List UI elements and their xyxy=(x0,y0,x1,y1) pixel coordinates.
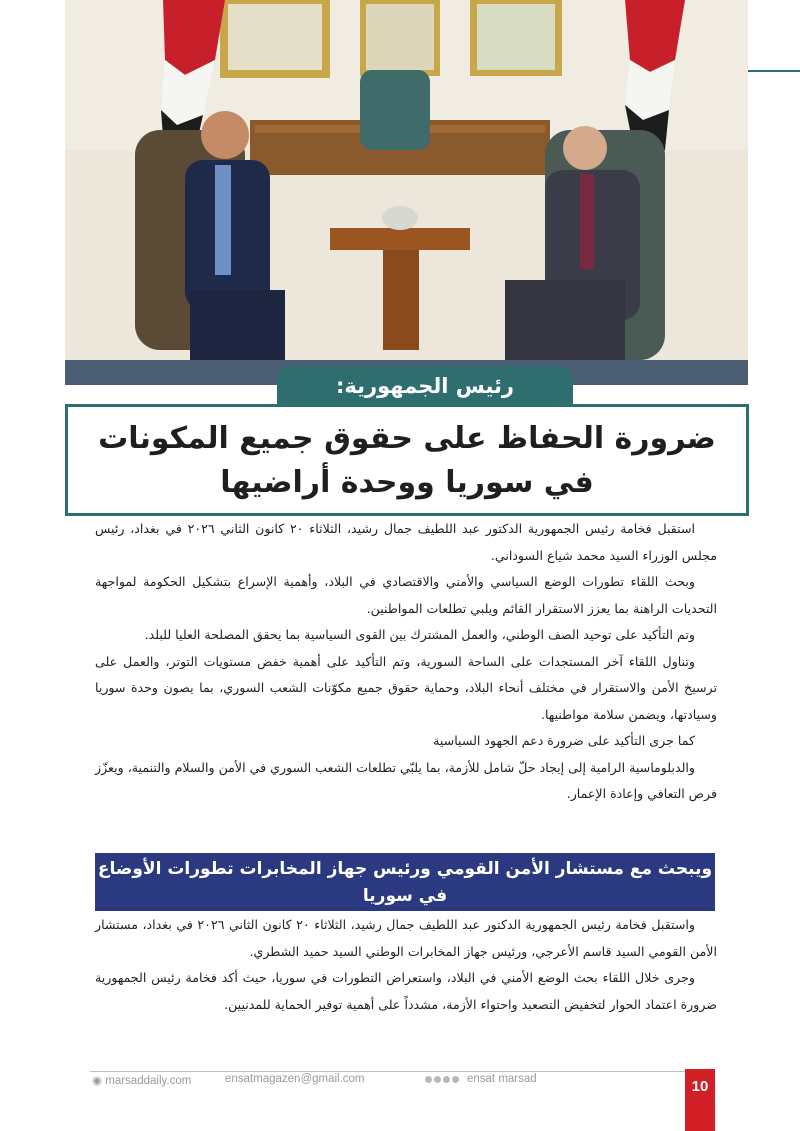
top-decorative-rule xyxy=(748,70,800,72)
article-1-paragraph-6: والدبلوماسية الرامية إلى إيجاد حلّ شامل للأزمة، بما يلبّي تطلعات الشعب السوري في الأمن والسلام والتنمية، ويعزّز فرص التعافي وإعادة الإعمار. xyxy=(95,759,717,801)
footer-social-handle: ensat marsad xyxy=(467,1073,537,1085)
meeting-photo-illustration xyxy=(65,0,748,385)
footer-divider xyxy=(90,1071,685,1072)
article-1-paragraph-1: استقبل فخامة رئيس الجمهورية الدكتور عبد اللطيف جمال رشيد، الثلاثاء ٢٠ كانون الثاني ٢٠٢٦ في بغداد، رئيس مجلس الوزراء السيد محمد شياع السوداني. xyxy=(95,521,717,563)
page-number: 10 xyxy=(685,1069,715,1131)
instagram-icon[interactable] xyxy=(443,1076,450,1083)
article-1-paragraph-4: وتناول اللقاء آخر المستجدات على الساحة السورية، وتم التأكيد على أهمية خفض مستويات التوتر، والعمل على ترسيخ الأمن والاستقرار في مختلف أنحاء البلاد، وحماية حقوق جميع مكوّنات الشعب السوري، بما يصون وحدة سوريا وسيادتها، ويضمن سلامة مواطنيها. xyxy=(95,653,717,722)
section-heading xyxy=(95,853,715,911)
section-heading-line-2: في سوريا xyxy=(362,886,448,906)
article-2-paragraph-2: وجرى خلال اللقاء بحث الوضع الأمني في البلاد، واستعراض التطورات في سوريا، حيث أكد فخامة رئيس الجمهورية ضرورة اعتماد الحوار لتخفيض التصعيد واحتواء الأزمة، مشدداً على أهمية توفير الحماية للمدنيين. xyxy=(95,970,717,1012)
headline-box xyxy=(65,404,749,516)
youtube-icon[interactable] xyxy=(452,1076,459,1083)
article-1-body xyxy=(95,516,717,808)
footer-social[interactable] xyxy=(425,1073,537,1085)
article-1-paragraph-2: وبحث اللقاء تطورات الوضع السياسي والأمني والاقتصادي في البلاد، وأهمية الإسراع بتشكيل الحكومة لمواجهة التحديات الراهنة بما يعزز الاستقرار القائم ويلبي تطلعات المواطنين. xyxy=(95,574,717,616)
article-1-paragraph-5: كما جرى التأكيد على ضرورة دعم الجهود السياسية xyxy=(433,733,695,748)
article-2-paragraph-1: واستقبل فخامة رئيس الجمهورية الدكتور عبد اللطيف جمال رشيد، الثلاثاء ٢٠ كانون الثاني ٢٠٢٦ في بغداد، مستشار الأمن القومي السيد قاسم الأعرجي، ورئيس جهاز المخابرات الوطني السيد حميد الشطري. xyxy=(95,917,717,959)
globe-icon: ◉ xyxy=(92,1075,103,1087)
article-2-body xyxy=(95,912,717,1018)
footer-website[interactable] xyxy=(92,1073,191,1087)
headline-line-1: ضرورة الحفاظ على حقوق جميع المكونات xyxy=(98,421,716,456)
footer-website-text: marsaddaily.com xyxy=(105,1075,192,1087)
headline-line-2: في سوريا ووحدة أراضيها xyxy=(220,465,594,500)
facebook-icon[interactable] xyxy=(425,1076,432,1083)
meeting-photo xyxy=(65,0,748,385)
footer-email[interactable]: ensatmagazen@gmail.com xyxy=(225,1073,365,1085)
section-heading-line-1: ويبحث مع مستشار الأمن القومي ورئيس جهاز المخابرات تطورات الأوضاع xyxy=(97,859,713,879)
section-kicker: رئيس الجمهورية: xyxy=(277,366,573,406)
article-1-paragraph-3: وتم التأكيد على توحيد الصف الوطني، والعمل المشترك بين القوى السياسية بما يحقق المصلحة العليا للبلد. xyxy=(144,627,695,642)
twitter-icon[interactable] xyxy=(434,1076,441,1083)
